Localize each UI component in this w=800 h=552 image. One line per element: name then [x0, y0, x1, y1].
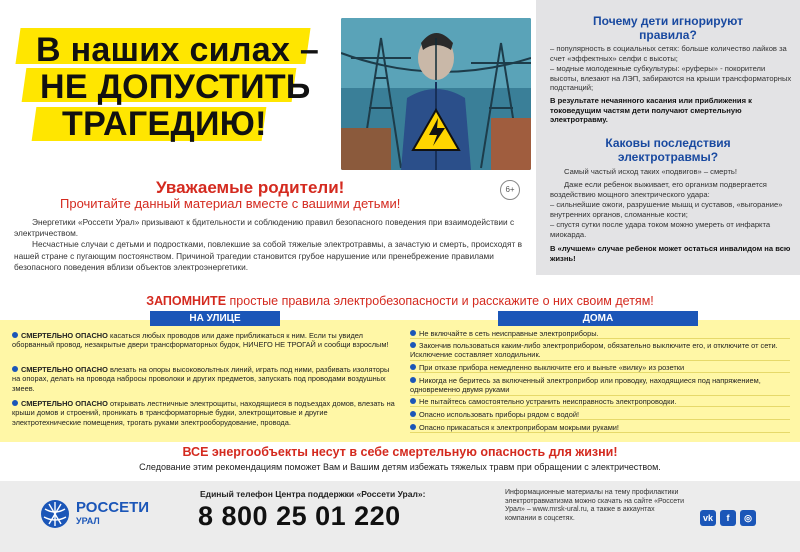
- rule-text: открывать лестничные электрощиты, находящиеся в подъездах домов, влезать на крыши домов и строений, проникать в трансформаторные будки, электрощитовые и другие электротехнические помещения, трогать руками электрооборудование, провода.: [12, 399, 395, 427]
- footer: [0, 481, 800, 552]
- bullet-icon: [410, 330, 416, 336]
- home-rule: [410, 329, 790, 339]
- street-heading: НА УЛИЦЕ: [150, 311, 280, 326]
- intro-paragraph: Несчастные случаи с детьми и подростками, повлекшие за собой тяжелые электротравмы, а зачастую и смерть, происходят в нашей стране с пугающим постоянством. Причиной трагедии становится грубое нарушение или пренебрежение правилами безопасного поведения вблизи объектов электроэнергетики.: [14, 239, 523, 272]
- remember-rest: простые правила электробезопасности и расскажите о них своим детям!: [226, 294, 654, 308]
- street-rule: [12, 331, 397, 350]
- home-rule: [410, 423, 790, 433]
- side-text: Даже если ребенок выживает, его организм подвергается воздействию мощного электрического удара:: [550, 180, 767, 199]
- intro-paragraph: Энергетики «Россети Урал» призывают к бдительности и соблюдению правил безопасного поведения при взаимодействии с электричеством.: [14, 217, 515, 239]
- rule-text: Опасно прикасаться к электроприборам мокрыми руками!: [419, 423, 619, 432]
- power-line-boy-illustration: [341, 18, 531, 170]
- side-question-title: Почему дети игнорируют правила?: [593, 14, 743, 42]
- side-bold-text: В результате нечаянного касания или приближения к токоведущим частям дети получают смертельную электротравму.: [550, 96, 752, 124]
- phone-label: Единый телефон Центра поддержки «Россети Урал»:: [200, 489, 426, 499]
- follow-message: Следование этим рекомендациям поможет Вам и Вашим детям избежать тяжелых травм при обращении с электричеством.: [139, 462, 661, 472]
- side-text: Самый частый исход таких «подвигов» – смерть!: [564, 167, 737, 176]
- home-rule: [410, 410, 790, 420]
- side-question-title: Каковы последствия электротравмы?: [605, 136, 731, 164]
- rule-text: При отказе прибора немедленно выключите его и выньте «вилку» из розетки: [419, 363, 685, 372]
- intro-text: [14, 217, 524, 273]
- rule-text: Не пытайтесь самостоятельно устранить неисправность электропроводки.: [419, 397, 677, 406]
- rule-lead: СМЕРТЕЛЬНО ОПАСНО: [21, 365, 108, 374]
- side-info-panel: [536, 0, 800, 275]
- street-rule: [12, 399, 397, 427]
- hero-illustration: [341, 18, 531, 170]
- home-rule: [410, 341, 790, 361]
- bullet-icon: [410, 424, 416, 430]
- rule-lead: СМЕРТЕЛЬНО ОПАСНО: [21, 399, 108, 408]
- bullet-icon: [410, 411, 416, 417]
- headline: [36, 32, 319, 143]
- rule-text: влезать на опоры высоковольтных линий, играть под ними, разбивать изоляторы на опорах, делать на провода набросы проволоки и других предметов, запускать под проводами воздушных змеев.: [12, 365, 390, 393]
- age-rating-badge: 6+: [500, 180, 520, 200]
- side-bold-text: В «лучшем» случае ребенок может остаться инвалидом на всю жизнь!: [550, 244, 791, 263]
- facebook-icon[interactable]: f: [720, 510, 736, 526]
- rule-text: Никогда не беритесь за включенный электроприбор или проводку, находящиеся под напряжением, одновременно двумя руками: [410, 376, 761, 395]
- brand-name: РОССЕТИ: [76, 499, 150, 516]
- rosseti-logo-icon: [40, 499, 70, 529]
- rule-text: касаться любых проводов или даже приближаться к ним. Если ты увидел оборванный провод, незакрытые двери трансформаторных будок, НИЧЕГО НЕ ТРОГАЙ и сообщи взрослым!: [12, 331, 389, 350]
- rule-text: Не включайте в сеть неисправные электроприборы.: [419, 329, 599, 338]
- bullet-icon: [410, 377, 416, 383]
- headline-block: [10, 22, 320, 162]
- side-text: – модные молодежные субкультуры: «руферы» - покорители высоты, влезают на ЛЭП, забираются на крыши трансформаторных подстанций;: [550, 64, 792, 92]
- home-rule: [410, 376, 790, 396]
- street-rule: [12, 365, 397, 393]
- hotline-phone[interactable]: 8 800 25 01 220: [198, 501, 401, 531]
- dear-parents-title: Уважаемые родители!: [156, 178, 345, 197]
- headline-line: ТРАГЕДИЮ!: [62, 105, 267, 143]
- remember-bold: ЗАПОМНИТЕ: [146, 294, 227, 308]
- bullet-icon: [410, 342, 416, 348]
- headline-line: НЕ ДОПУСТИТЬ: [40, 68, 311, 106]
- rule-text: Опасно использовать приборы рядом с водой!: [419, 410, 580, 419]
- rule-lead: СМЕРТЕЛЬНО ОПАСНО: [21, 331, 108, 340]
- rule-text: Закончив пользоваться каким-либо электроприбором, обязательно выключите его, и отключите от сети. Исключение составляет холодильник.: [410, 341, 778, 360]
- dear-parents-subtitle: Прочитайте данный материал вместе с вашими детьми!: [60, 196, 401, 211]
- side-text: [550, 96, 792, 125]
- instagram-icon[interactable]: ◎: [740, 510, 756, 526]
- side-text: – популярность в социальных сетях: больше количество лайков за счет «эффектных» селфи с высоты;: [550, 44, 787, 63]
- brand-subtitle: УРАЛ: [76, 516, 100, 526]
- danger-message: ВСЕ энергообъекты несут в себе смертельную опасность для жизни!: [182, 445, 618, 459]
- side-text: – сильнейшие ожоги, разрушение мышц и суставов, «выгорание» внутренних органов, сломанные кости;: [550, 200, 783, 219]
- bullet-icon: [410, 364, 416, 370]
- side-text: – спустя сутки после удара током можно умереть от инфаркта миокарда.: [550, 220, 771, 239]
- vk-icon[interactable]: vk: [700, 510, 716, 526]
- bullet-icon: [12, 400, 18, 406]
- home-heading: ДОМА: [498, 311, 698, 326]
- home-rule: [410, 363, 790, 373]
- bullet-icon: [12, 332, 18, 338]
- footer-info-text: Информационные материалы на тему профилактики электротравматизма можно скачать на сайте «Россети Урал» – www.mrsk-ural.ru, а также в аккаунтах компании в соцсетях.: [505, 489, 685, 522]
- side-text: [550, 244, 792, 263]
- headline-line: В наших силах –: [36, 31, 320, 69]
- bullet-icon: [12, 366, 18, 372]
- bullet-icon: [410, 398, 416, 404]
- home-rule: [410, 397, 790, 407]
- remember-line: [0, 294, 800, 308]
